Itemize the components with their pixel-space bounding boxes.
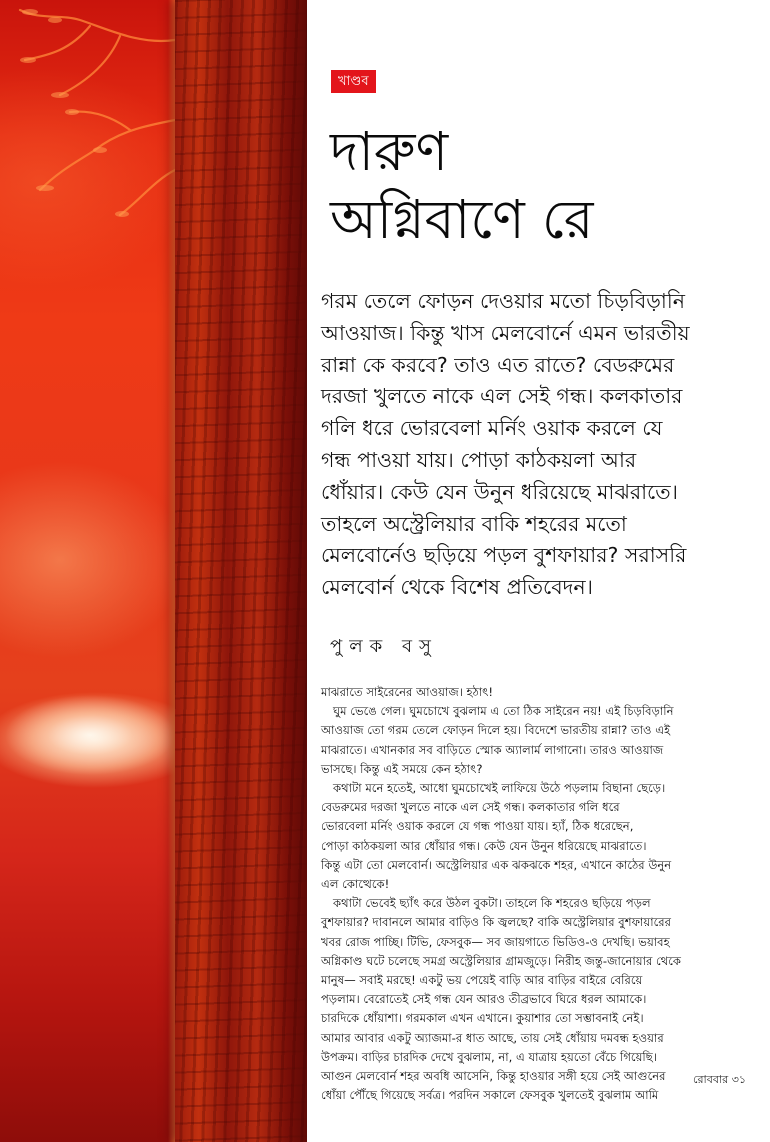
body-line: চারদিকে ধোঁয়াশা। গরমকাল এখন এখানে। কুয়াশার তো সম্ভাবনাই নেই। xyxy=(321,1011,644,1026)
body-line: মানুষ— সবাই মরছে! একটু ভয় পেয়েই বাড়ি আর বাড়ির বাইরে বেরিয়ে xyxy=(321,973,643,988)
page-folio: রোববার ৩১ xyxy=(693,1073,746,1086)
standfirst-line: গলি ধরে ভোরবেলা মর্নিং ওয়াক করলে যে xyxy=(321,416,663,441)
article-body xyxy=(321,683,766,1105)
body-line: আমার আবার একটু অ্যাজমা-র ধাত আছে, তায় সেই ধোঁয়ায় দমবন্ধ হওয়ার xyxy=(321,1030,664,1045)
body-line: ধোঁয়া পৌঁছে গিয়েছে সর্বত্র। পরদিন সকালে ফেসবুক খুলতেই বুঝলাম আমি xyxy=(321,1088,659,1103)
standfirst-line: ধোঁয়ার। কেউ যেন উনুন ধরিয়েছে মাঝরাতে। xyxy=(321,479,679,504)
body-line: আওয়াজ তো গরম তেলে ফোড়ন দিলে হয়। বিদেশে ভারতীয় রান্না? তাও এই xyxy=(321,723,671,738)
body-line: কথাটা মনে হতেই, আধো ঘুমচোখেই লাফিয়ে উঠে পড়লাম বিছানা ছেড়ে। xyxy=(333,781,666,796)
bushfire-photo xyxy=(0,0,307,1142)
body-line: বেডরুমের দরজা খুলতে নাকে এল সেই গন্ধ। কলকাতার গলি ধরে xyxy=(321,800,620,815)
body-line: উপক্রম। বাড়ির চারদিক দেখে বুঝলাম, না, এ যাত্রায় হয়তো বেঁচে গিয়েছি। xyxy=(321,1049,657,1064)
standfirst-line: রান্না কে করবে? তাও এত রাতে? বেডরুমের xyxy=(321,352,675,377)
body-line: কথাটা ভেবেই ছ্যাঁৎ করে উঠল বুকটা। তাহলে কি শহরেও ছড়িয়ে পড়ল xyxy=(333,896,651,911)
body-line: পোড়া কাঠকয়লা আর ধোঁয়ার গন্ধ। কেউ যেন উনুন ধরিয়েছে মাঝরাতে। xyxy=(321,838,647,853)
body-line: ভোরবেলা মর্নিং ওয়াক করলে যে গন্ধ পাওয়া যায়। হ্যাঁ, ঠিক ধরেছেন, xyxy=(321,819,634,834)
body-line: বুশফায়ার? দাবানলে আমার বাড়িও কি জ্বলছে? বাকি অস্ট্রেলিয়ার বুশফায়ারের xyxy=(321,915,672,930)
body-line: এল কোত্থেকে! xyxy=(321,877,390,892)
standfirst-line: আওয়াজ। কিন্তু খাস মেলবোর্নে এমন ভারতীয় xyxy=(321,320,690,345)
standfirst-line: মেলবোর্ন থেকে বিশেষ প্রতিবেদন। xyxy=(321,575,594,600)
body-line: অগ্নিকাণ্ড ঘটে চলেছে সমগ্র অস্ট্রেলিয়ার গ্রামজুড়ে। নিরীহ জন্তু-জানোয়ার থেকে xyxy=(321,953,682,968)
fire-glow xyxy=(0,640,180,810)
body-line: মাঝরাতে সাইরেনের আওয়াজ। হঠাৎ! xyxy=(321,685,494,699)
standfirst-line: দরজা খুলতে নাকে এল সেই গন্ধ। কলকাতার xyxy=(321,384,683,409)
body-line: পড়লাম। বেরোতেই সেই গন্ধ যেন আরও তীব্রভাবে ঘিরে ধরল আমাকে। xyxy=(321,992,647,1007)
body-line: কিন্তু এটা তো মেলবোর্ন। অস্ট্রেলিয়ার এক ঝকঝকে শহর, এখানে কাঠের উনুন xyxy=(321,857,672,872)
body-line: খবর রোজ পাচ্ছি। টিভি, ফেসবুক— সব জায়গাতে ভিডিও-ও দেখছি। ভয়াবহ xyxy=(321,934,670,949)
body-line: আগুন মেলবোর্ন শহর অবধি আসেনি, কিন্তু হাওয়ার সঙ্গী হয়ে সেই আগুনের xyxy=(321,1069,666,1084)
standfirst-line: মেলবোর্নেও ছড়িয়ে পড়ল বুশফায়ার? সরাসরি xyxy=(321,543,687,568)
section-label: খাণ্ডব xyxy=(331,70,376,93)
headline-line: দারুণ xyxy=(330,120,449,183)
standfirst-line: গন্ধ পাওয়া যায়। পোড়া কাঠকয়লা আর xyxy=(321,447,637,472)
tree-branches xyxy=(0,0,175,240)
standfirst-line: তাহলে অস্ট্রেলিয়ার বাকি শহরের মতো xyxy=(321,511,627,536)
headline xyxy=(330,118,750,254)
body-line: ঘুম ভেঙে গেল। ঘুমচোখে বুঝলাম এ তো ঠিক সাইরেন নয়! এই চিড়বিড়ানি xyxy=(333,704,674,719)
author-byline: পুলক বসু xyxy=(330,636,438,657)
standfirst xyxy=(321,286,761,604)
body-line: ভাসছে। কিন্তু এই সময়ে কেন হঠাৎ? xyxy=(321,761,483,776)
headline-line: অগ্নিবাণে রে xyxy=(330,188,594,251)
tree-trunk xyxy=(175,0,307,1142)
body-line: মাঝরাতে। এখানকার সব বাড়িতে স্মোক অ্যালার্ম লাগানো। তারও আওয়াজ xyxy=(321,742,664,757)
standfirst-line: গরম তেলে ফোড়ন দেওয়ার মতো চিড়বিড়ানি xyxy=(321,289,685,313)
